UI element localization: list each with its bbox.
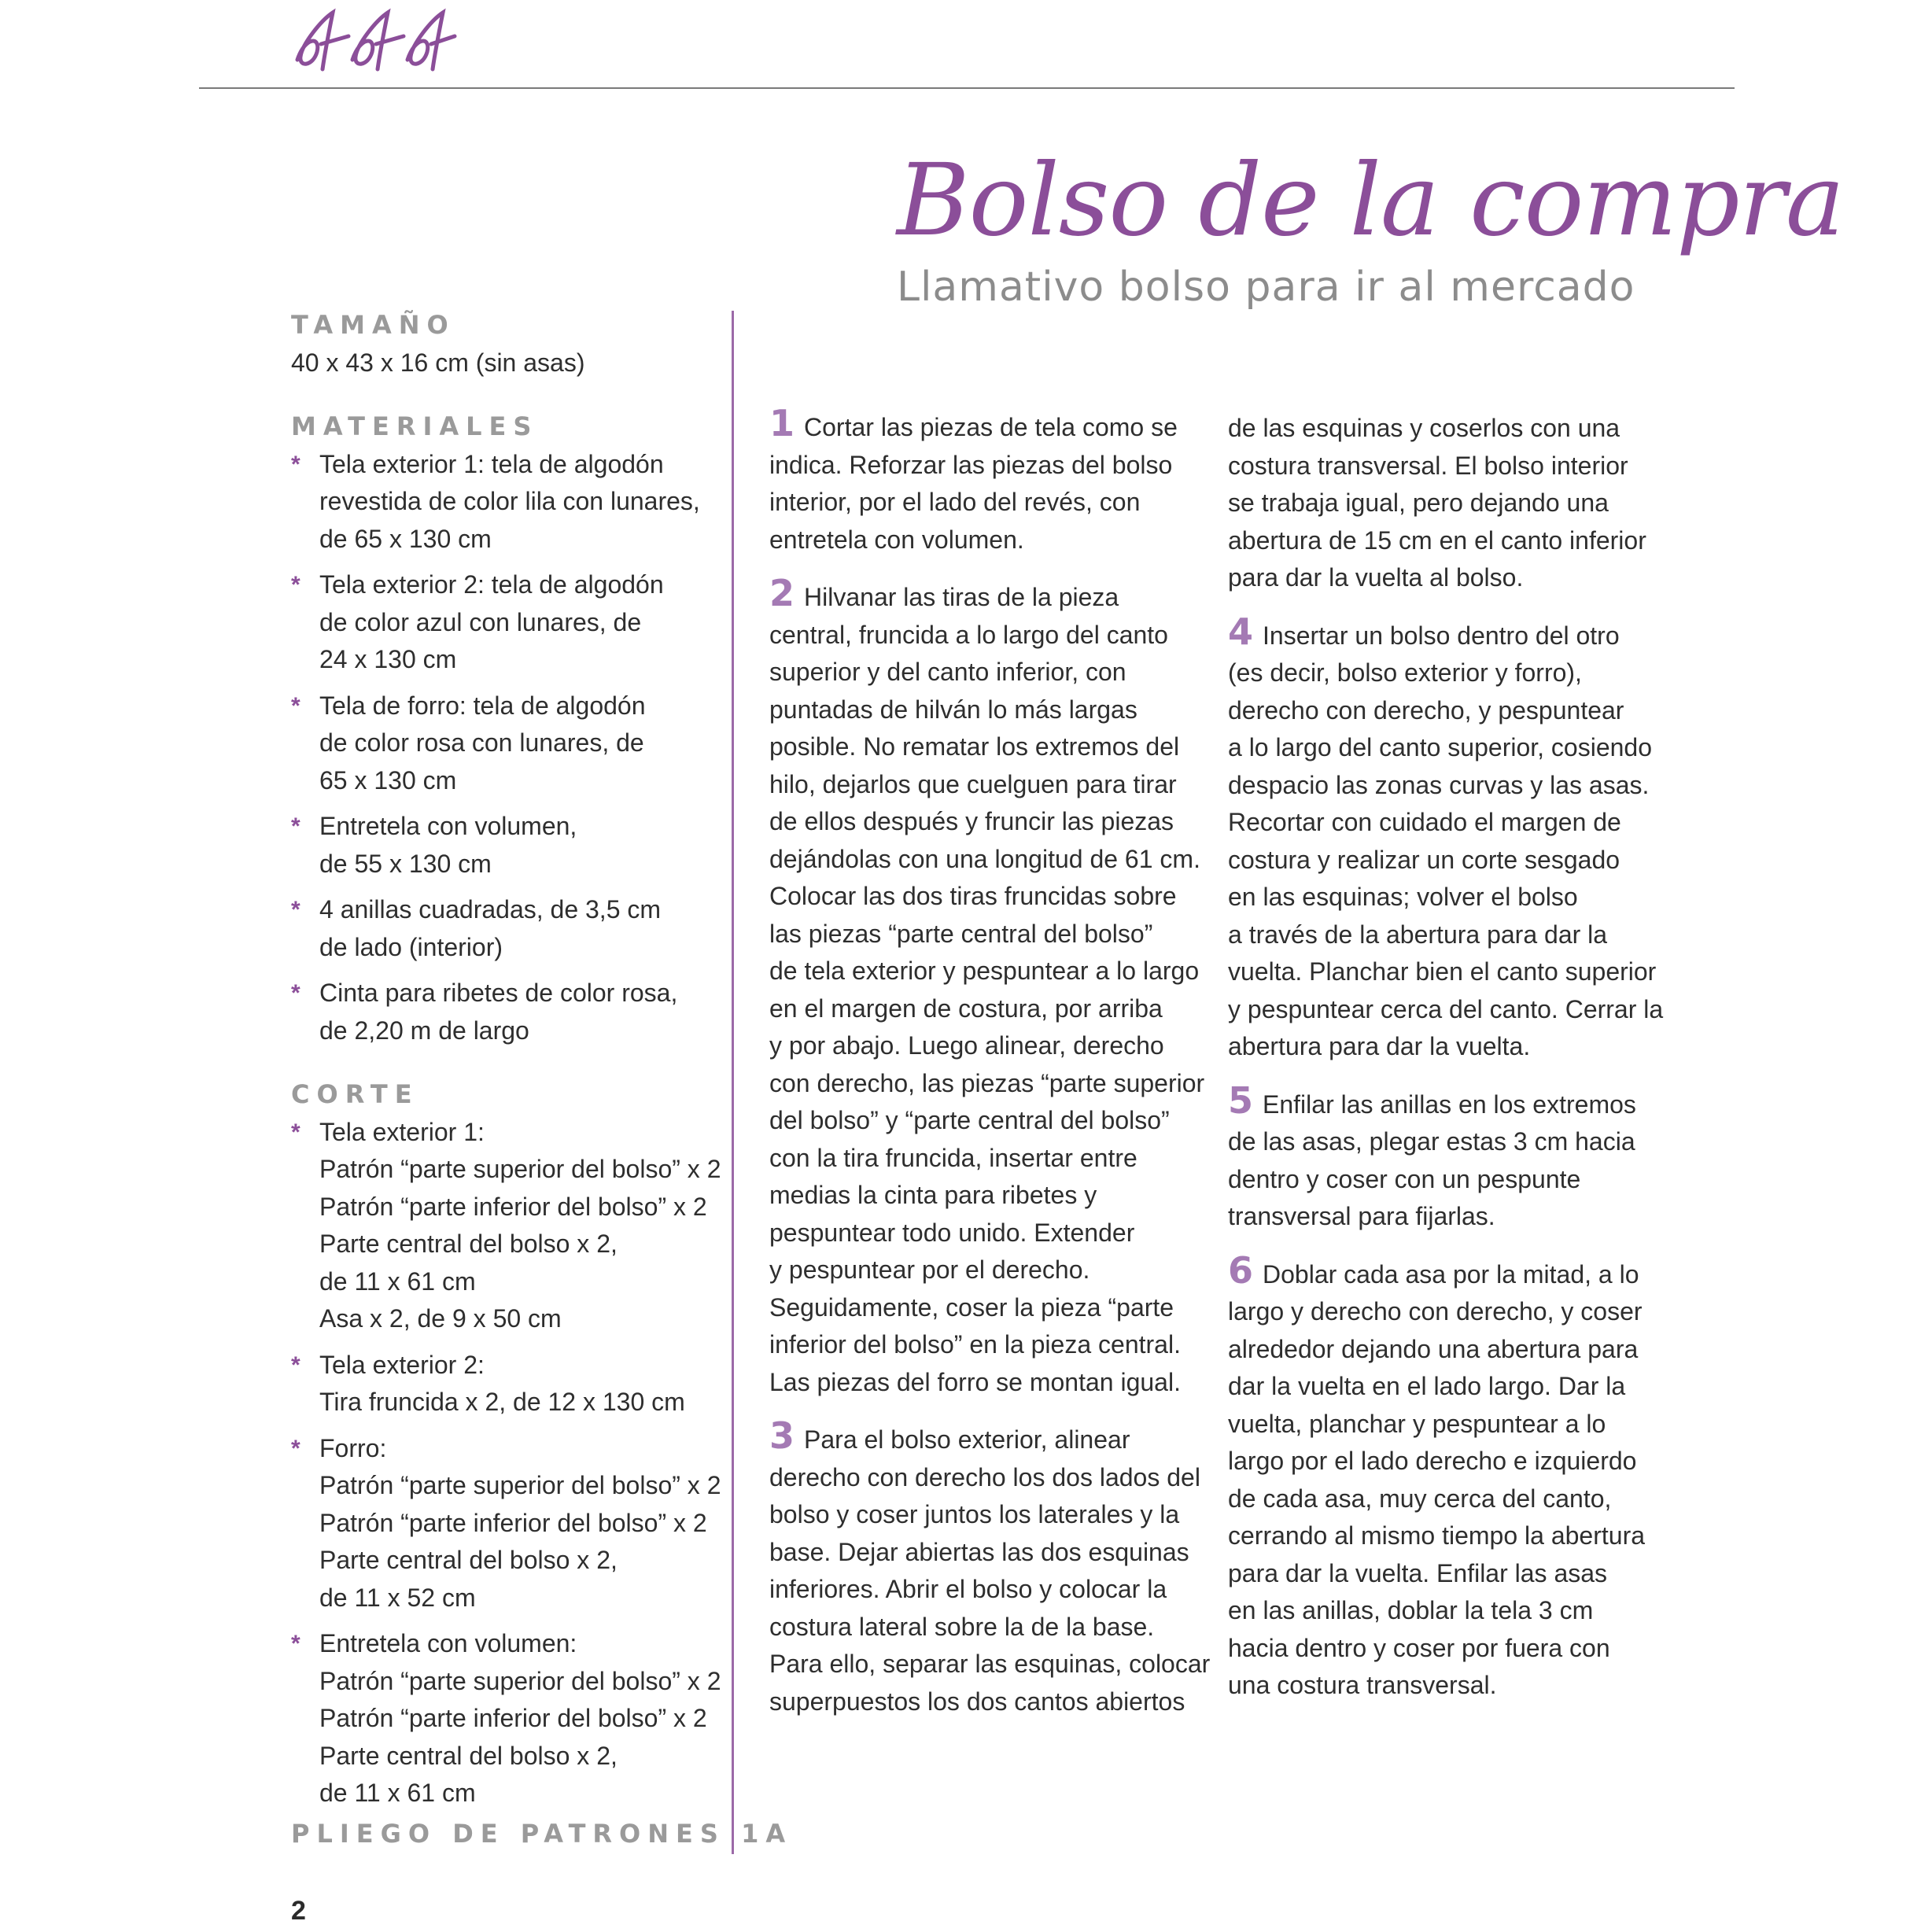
instruction-step (769, 572, 1210, 1401)
asterisk-bullet-icon: * (291, 692, 300, 719)
step-number: 1 (769, 402, 795, 444)
step-text: Doblar cada asa por la mitad, a lo (1263, 1259, 1639, 1289)
cutting-item (291, 1347, 716, 1421)
step-text: inferior del bolso” en la pieza central. (769, 1330, 1181, 1359)
step-text-line (769, 617, 1210, 654)
step-text: Recortar con cuidado el margen de (1228, 808, 1621, 836)
cutting-item-line: Asa x 2, de 9 x 50 cm (319, 1304, 562, 1333)
step-text-line (769, 447, 1210, 485)
cutting-item-line: Tela exterior 2: (319, 1350, 485, 1379)
materials-item-line: de 55 x 130 cm (319, 849, 492, 878)
step-text: transversal para fijarlas. (1228, 1202, 1495, 1230)
step-text: una costura transversal. (1228, 1671, 1497, 1699)
step-text: en el margen de costura, por arriba (769, 994, 1163, 1023)
step-text-line (1228, 692, 1668, 730)
asterisk-bullet-icon: * (291, 897, 300, 923)
materials-item-line: de 2,20 m de largo (319, 1016, 529, 1045)
step-text-line (1228, 1368, 1668, 1406)
cutting-item (291, 1430, 721, 1617)
step-text-line (1228, 1293, 1668, 1331)
materials-item (291, 891, 716, 966)
step-text-line (1228, 1161, 1668, 1199)
step-number: 4 (1228, 610, 1254, 653)
column-divider (732, 311, 734, 1854)
instruction-step (1228, 1078, 1668, 1236)
step-text: hilo, dejarlos que cuelguen para tirar (769, 769, 1177, 798)
step-text-line (769, 1571, 1210, 1609)
step-text-line (769, 728, 1210, 766)
step-text: dar la vuelta en el lado largo. Dar la (1228, 1372, 1626, 1400)
step-text-line (769, 1289, 1210, 1327)
materials-item-line: de 65 x 130 cm (319, 524, 492, 553)
step-text: de tela exterior y pespuntear a lo largo (769, 957, 1200, 985)
step-text-line (769, 803, 1210, 841)
step-text-line (769, 654, 1210, 691)
cutting-item-line: Forro: (319, 1433, 387, 1462)
steps-column-middle (769, 402, 1211, 1739)
step-text-line (769, 1364, 1210, 1402)
step-text: de ellos después y fruncir las piezas (769, 807, 1174, 835)
materials-item-line: de color azul con lunares, de (319, 607, 642, 636)
step-text: Para el bolso exterior, alinear (804, 1425, 1130, 1454)
materials-item-line: Cinta para ribetes de color rosa, (319, 979, 678, 1007)
cutting-heading: CORTE (291, 1079, 419, 1109)
step-text-line (1228, 991, 1668, 1029)
step-text: bolso y coser juntos los laterales y la (769, 1500, 1180, 1528)
step-text: Cortar las piezas de tela como se (804, 413, 1178, 441)
step-text-line (1228, 1443, 1668, 1480)
step-text: vuelta. Planchar bien el canto superior (1228, 957, 1657, 986)
step-text-line (1228, 654, 1668, 692)
cutting-item (291, 1114, 721, 1338)
step-text: y pespuntear cerca del canto. Cerrar la (1228, 994, 1664, 1023)
instruction-step (1228, 410, 1668, 597)
pattern-sheet-label: PLIEGO DE PATRONES 1A (291, 1819, 793, 1849)
instruction-step (1228, 610, 1668, 1066)
step-number: 3 (769, 1414, 795, 1457)
step-text: Colocar las dos tiras fruncidas sobre (769, 882, 1177, 910)
step-text-line (769, 572, 1210, 617)
materials-item (291, 688, 716, 800)
size-value: 40 x 43 x 16 cm (sin asas) (291, 348, 585, 377)
step-text: interior, por el lado del revés, con (769, 488, 1141, 516)
step-text-line (1228, 1248, 1668, 1294)
step-text: cerrando al mismo tiempo la abertura (1228, 1521, 1646, 1550)
step-text: con derecho, las piezas “parte superior (769, 1068, 1205, 1097)
step-text: de las esquinas y coserlos con una (1228, 414, 1620, 442)
cutting-item-line: de 11 x 61 cm (319, 1779, 476, 1807)
step-text: pespuntear todo unido. Extender (769, 1218, 1135, 1247)
step-text-line (769, 1102, 1210, 1140)
step-text-line (769, 1140, 1210, 1178)
step-text-line (1228, 485, 1668, 522)
step-text: posible. No rematar los extremos del (769, 732, 1180, 761)
step-text-line (1228, 1406, 1668, 1443)
step-text-line (769, 878, 1210, 916)
step-text: de las asas, plegar estas 3 cm hacia (1228, 1127, 1635, 1156)
step-text-line (1228, 410, 1668, 448)
step-text: costura y realizar un corte sesgado (1228, 845, 1620, 874)
step-text: Las piezas del forro se montan igual. (769, 1367, 1181, 1396)
materials-heading: MATERIALES (291, 411, 539, 441)
step-text-line (769, 402, 1210, 447)
step-text: alrededor dejando una abertura para (1228, 1334, 1639, 1363)
materials-item-line: 65 x 130 cm (319, 765, 457, 795)
step-text: largo y derecho con derecho, y coser (1228, 1297, 1643, 1325)
step-text: de cada asa, muy cerca del canto, (1228, 1484, 1612, 1513)
step-text-line (1228, 1078, 1668, 1124)
asterisk-bullet-icon: * (291, 451, 300, 477)
header-rule (199, 87, 1735, 89)
step-text-line (769, 1609, 1210, 1646)
materials-item-line: Entretela con volumen, (319, 812, 577, 840)
step-text-line (1228, 1555, 1668, 1593)
step-text-line (1228, 1198, 1668, 1236)
step-text: para dar la vuelta al bolso. (1228, 563, 1524, 592)
materials-item (291, 446, 716, 559)
step-text-line (1228, 953, 1668, 991)
instruction-step (769, 1414, 1211, 1720)
step-text: derecho con derecho, y pespuntear (1228, 695, 1624, 724)
asterisk-bullet-icon: * (291, 572, 300, 598)
step-text-line (769, 691, 1210, 729)
step-text-line (1228, 1517, 1668, 1555)
cutting-item-line: Patrón “parte superior del bolso” x 2 (319, 1471, 721, 1499)
cutting-item-line: Parte central del bolso x 2, (319, 1230, 618, 1258)
step-text: para dar la vuelta. Enfilar las asas (1228, 1558, 1608, 1587)
swirl-flourish-icon (289, 5, 463, 76)
step-text: Hilvanar las tiras de la pieza (804, 583, 1119, 611)
step-text-line (769, 1326, 1210, 1364)
step-text-line (769, 1496, 1210, 1534)
step-text-line (1228, 1592, 1668, 1630)
materials-item-line: Tela exterior 1: tela de algodón (319, 449, 664, 478)
asterisk-bullet-icon: * (291, 1119, 300, 1145)
step-text-line (769, 1414, 1210, 1459)
step-text: superior y del canto inferior, con (769, 658, 1126, 686)
cutting-item-line: de 11 x 61 cm (319, 1266, 476, 1296)
steps-column-right (1228, 410, 1668, 1724)
cutting-item-line: Tela exterior 1: (319, 1117, 485, 1146)
asterisk-bullet-icon: * (291, 1631, 300, 1657)
cutting-item-line: de 11 x 52 cm (319, 1583, 476, 1612)
step-text: las piezas “parte central del bolso” (769, 919, 1153, 948)
asterisk-bullet-icon: * (291, 980, 300, 1006)
step-text: (es decir, bolso exterior y forro), (1228, 658, 1582, 687)
materials-item (291, 566, 716, 679)
step-text: indica. Reforzar las piezas del bolso (769, 450, 1173, 479)
step-text: costura transversal. El bolso interior (1228, 451, 1628, 480)
cutting-item-line: Entretela con volumen: (319, 1629, 577, 1657)
step-text-line (769, 1534, 1210, 1572)
step-text-line (1228, 842, 1668, 879)
materials-item-line: Tela exterior 2: tela de algodón (319, 570, 664, 599)
step-text: central, fruncida a lo largo del canto (769, 620, 1168, 649)
size-heading: TAMAÑO (291, 310, 455, 340)
cutting-item-line: Patrón “parte inferior del bolso” x 2 (319, 1508, 707, 1537)
step-number: 5 (1228, 1078, 1254, 1122)
instruction-step (1228, 1248, 1668, 1705)
step-text-line (769, 1683, 1210, 1721)
materials-item (291, 808, 716, 883)
step-text: dentro y coser con un pespunte (1228, 1164, 1581, 1193)
step-text-line (769, 522, 1210, 559)
step-text: dejándolas con una longitud de 61 cm. (769, 844, 1200, 873)
step-text: base. Dejar abiertas las dos esquinas (769, 1537, 1189, 1566)
materials-list (291, 446, 716, 1050)
cutting-item-line: Parte central del bolso x 2, (319, 1741, 618, 1770)
step-text-line (1228, 804, 1668, 842)
step-text-line (1228, 610, 1668, 655)
step-text-line (769, 1065, 1210, 1103)
cutting-item-line: Patrón “parte superior del bolso” x 2 (319, 1666, 721, 1695)
step-text-line (1228, 1667, 1668, 1705)
asterisk-bullet-icon: * (291, 813, 300, 839)
materials-item (291, 975, 716, 1049)
step-text-line (769, 990, 1210, 1028)
cutting-item-line: Patrón “parte inferior del bolso” x 2 (319, 1192, 707, 1221)
step-text-line (769, 1459, 1210, 1497)
step-number: 6 (1228, 1248, 1254, 1292)
step-text-line (1228, 1630, 1668, 1668)
step-text-line (769, 1177, 1210, 1215)
cutting-item-line: Tira fruncida x 2, de 12 x 130 cm (319, 1388, 685, 1416)
cutting-item-line: Patrón “parte superior del bolso” x 2 (319, 1155, 721, 1183)
step-text-line (769, 1215, 1210, 1252)
step-text: y por abajo. Luego alinear, derecho (769, 1031, 1164, 1060)
materials-item-line: de color rosa con lunares, de (319, 728, 644, 757)
materials-item-line: 24 x 130 cm (319, 645, 457, 673)
step-text: derecho con derecho los dos lados del (769, 1462, 1200, 1491)
step-text: medias la cinta para ribetes y (769, 1181, 1097, 1209)
step-text-line (769, 1646, 1210, 1683)
step-text-line (769, 841, 1210, 879)
step-text-line (1228, 729, 1668, 767)
step-text: a lo largo del canto superior, cosiendo (1228, 733, 1653, 761)
step-text-line (769, 766, 1210, 804)
step-text: vuelta, planchar y pespuntear a lo (1228, 1409, 1606, 1438)
materials-item-line: revestida de color lila con lunares, (319, 487, 700, 515)
step-text: en las anillas, doblar la tela 3 cm (1228, 1596, 1594, 1624)
instruction-step (769, 402, 1210, 559)
step-text: inferiores. Abrir el bolso y colocar la (769, 1575, 1167, 1603)
step-text-line (769, 953, 1210, 990)
step-text: puntadas de hilván lo más largas (769, 695, 1137, 724)
cutting-item (291, 1625, 721, 1812)
asterisk-bullet-icon: * (291, 1351, 300, 1378)
step-number: 2 (769, 572, 795, 614)
step-text-line (1228, 559, 1668, 597)
step-text: abertura para dar la vuelta. (1228, 1032, 1531, 1060)
page-title: Bolso de la compra (897, 142, 1844, 258)
cutting-item-line: Parte central del bolso x 2, (319, 1546, 618, 1574)
step-text: costura lateral sobre la de la base. (769, 1612, 1155, 1641)
step-text-line (1228, 767, 1668, 805)
step-text-line (769, 1252, 1210, 1289)
materials-item-line: 4 anillas cuadradas, de 3,5 cm (319, 895, 662, 924)
step-text: despacio las zonas curvas y las asas. (1228, 770, 1650, 799)
step-text-line (1228, 879, 1668, 916)
cutting-list (291, 1114, 721, 1812)
step-text-line (1228, 522, 1668, 560)
step-text: a través de la abertura para dar la (1228, 920, 1608, 949)
step-text: largo por el lado derecho e izquierdo (1228, 1447, 1637, 1475)
step-text-line (1228, 448, 1668, 485)
step-text-line (1228, 1028, 1668, 1066)
step-text: Seguidamente, coser la pieza “parte (769, 1292, 1174, 1322)
step-text: superpuestos los dos cantos abiertos (769, 1687, 1185, 1716)
step-text: se trabaja igual, pero dejando una (1228, 489, 1609, 517)
step-text: en las esquinas; volver el bolso (1228, 883, 1578, 911)
step-text: y pespuntear por el derecho. (769, 1255, 1090, 1284)
step-text: Insertar un bolso dentro del otro (1263, 621, 1620, 650)
step-text-line (769, 916, 1210, 953)
materials-item-line: de lado (interior) (319, 932, 503, 961)
page-subtitle: Llamativo bolso para ir al mercado (897, 264, 1635, 311)
step-text: entretela con volumen. (769, 525, 1024, 554)
step-text-line (769, 1027, 1210, 1065)
step-text: del bolso” y “parte central del bolso” (769, 1106, 1170, 1134)
step-text-line (769, 484, 1210, 522)
step-text: hacia dentro y coser por fuera con (1228, 1633, 1610, 1662)
sidebar-info (291, 307, 721, 1839)
step-text: abertura de 15 cm en el canto inferior (1228, 525, 1646, 555)
step-text-line (1228, 1123, 1668, 1161)
cutting-item-line: Patrón “parte inferior del bolso” x 2 (319, 1704, 707, 1732)
step-text-line (1228, 1331, 1668, 1369)
materials-item-line: Tela de forro: tela de algodón (319, 691, 646, 720)
page-number: 2 (291, 1896, 306, 1926)
asterisk-bullet-icon: * (291, 1435, 300, 1462)
step-text: con la tira fruncida, insertar entre (769, 1143, 1137, 1172)
step-text-line (1228, 916, 1668, 954)
step-text: Enfilar las anillas en los extremos (1263, 1090, 1636, 1119)
step-text-line (1228, 1480, 1668, 1518)
step-text: Para ello, separar las esquinas, colocar (769, 1650, 1211, 1678)
